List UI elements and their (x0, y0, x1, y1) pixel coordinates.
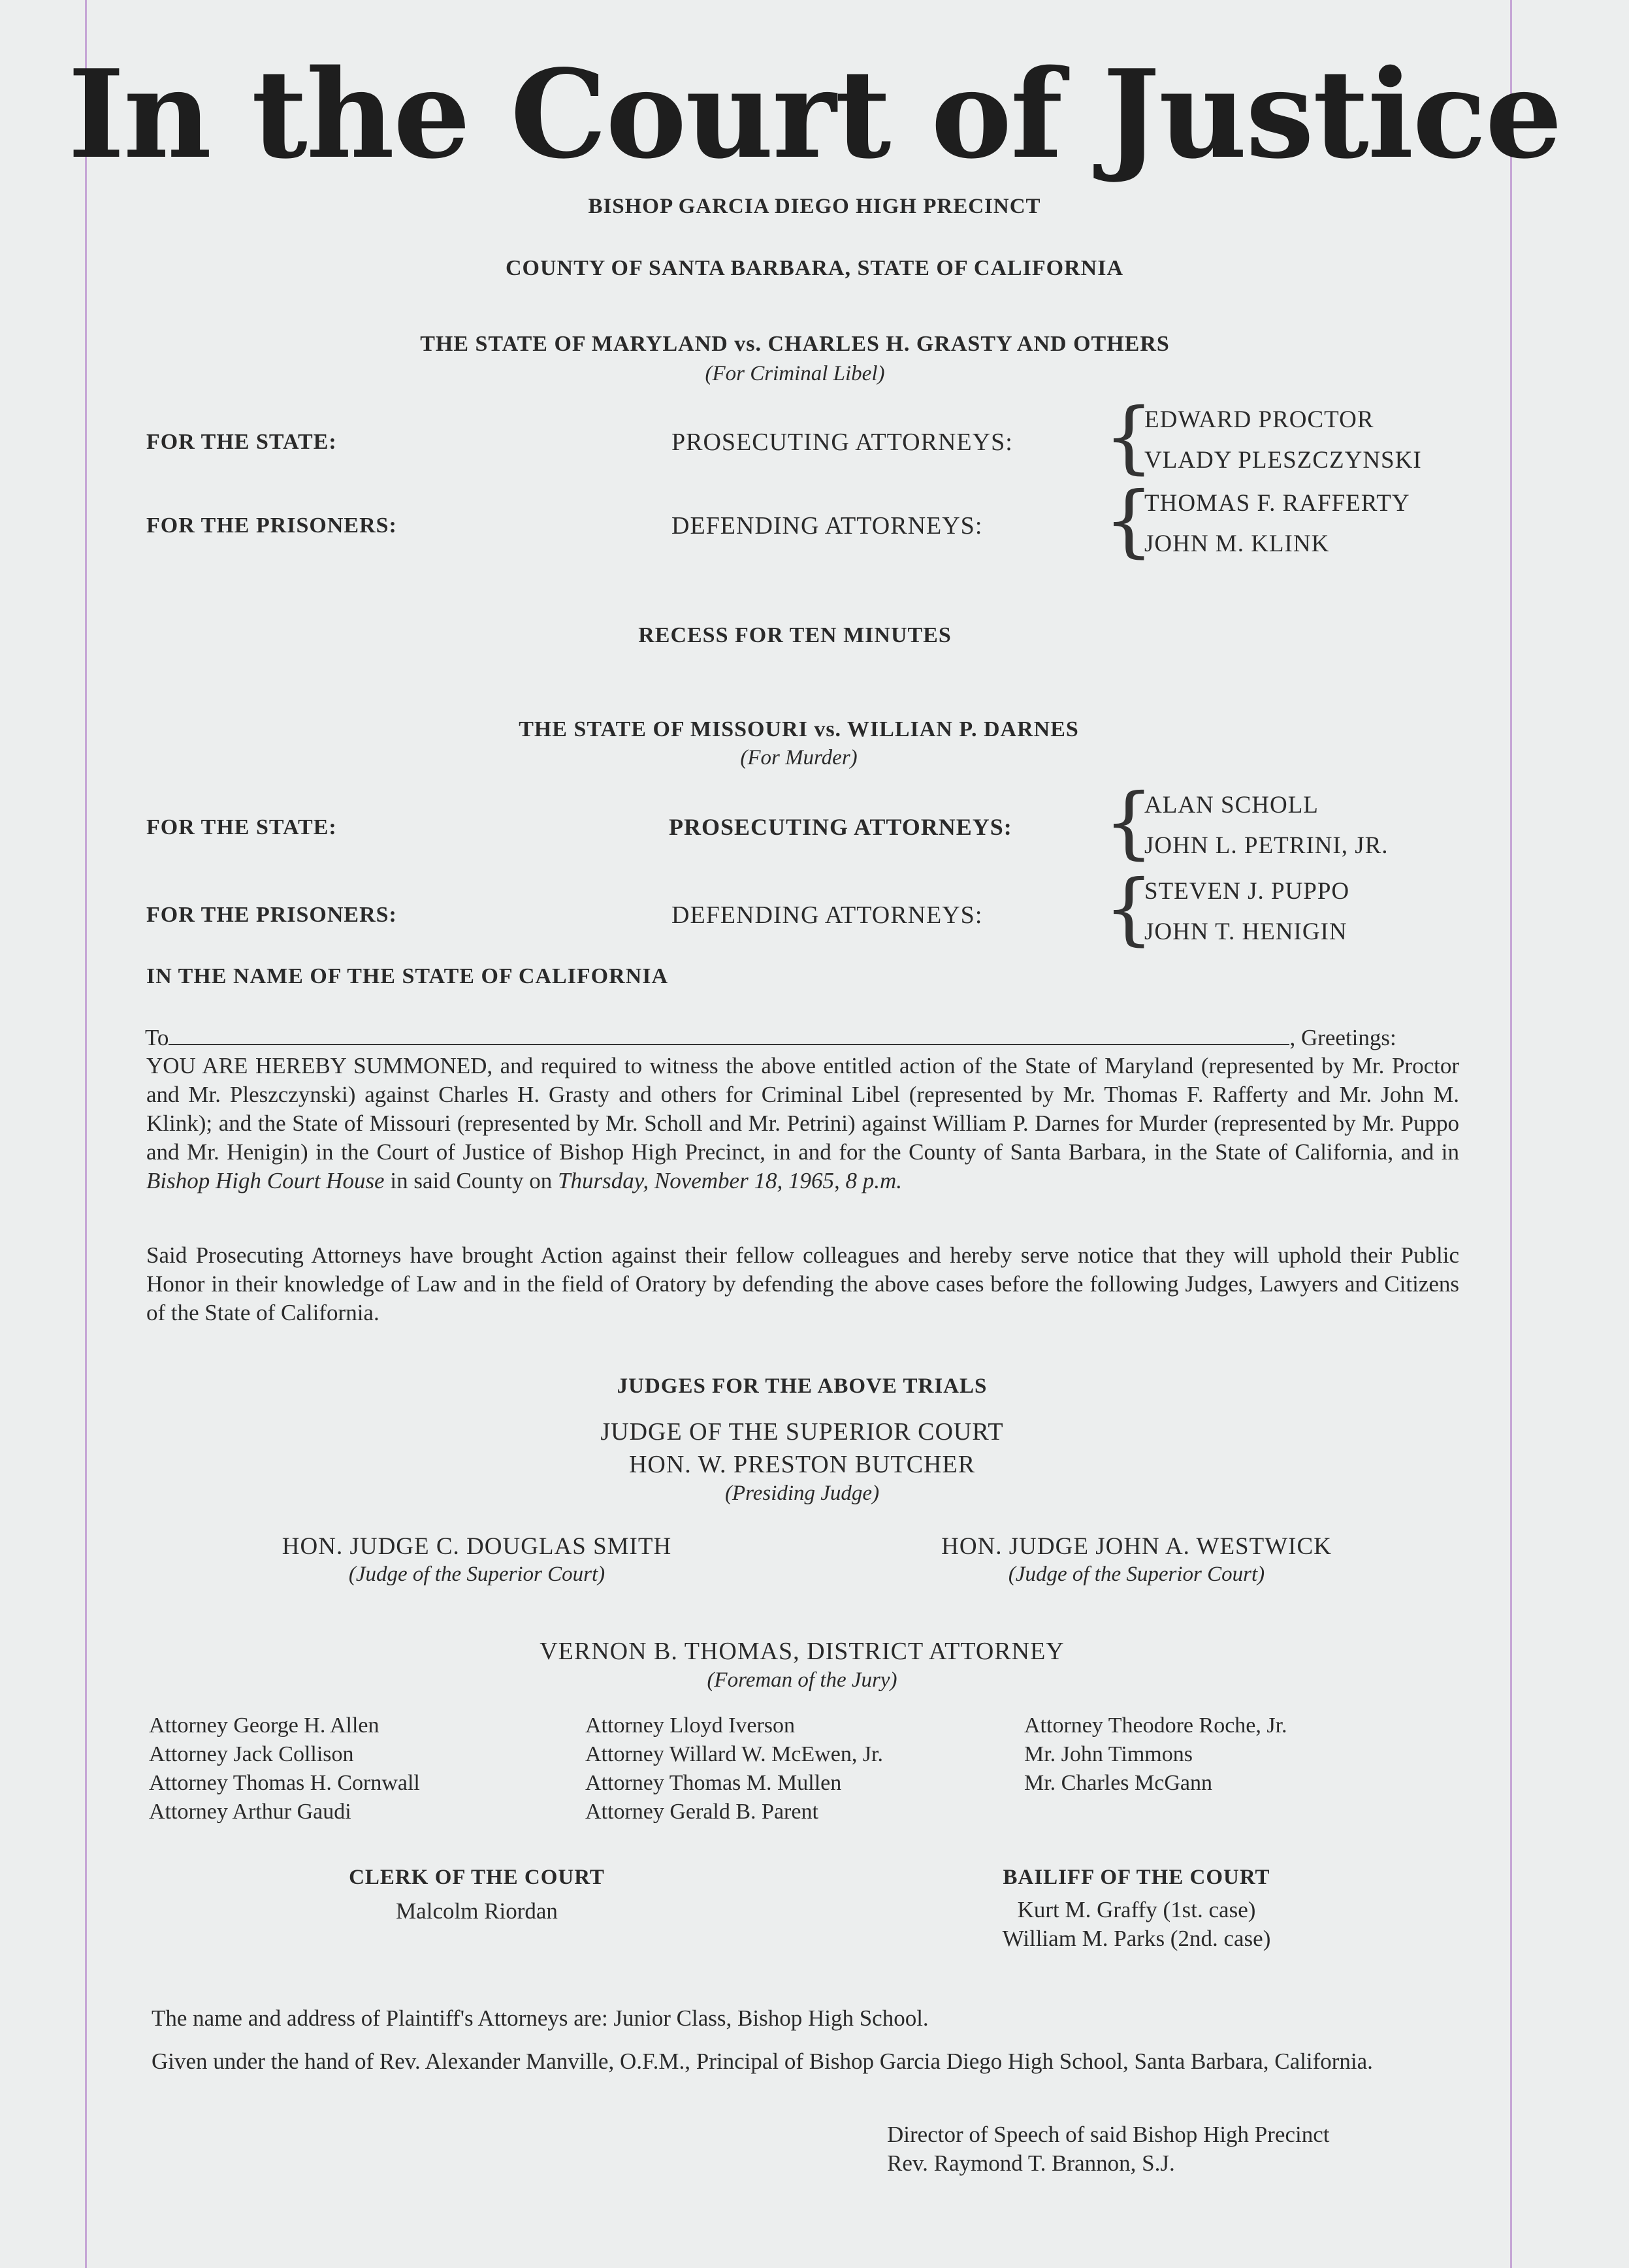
jury-column-1 (149, 1711, 420, 1826)
juror-name: Mr. Charles McGann (1024, 1771, 1213, 1795)
bailiff-names (869, 1896, 1404, 1953)
precinct-name: BISHOP GARCIA DIEGO HIGH PRECINCT (588, 195, 1041, 218)
plaintiff-attorneys-line: The name and address of Plaintiff's Attorneys are: Junior Class, Bishop High School. (152, 2005, 929, 2031)
juror-name: Attorney Gerald B. Parent (585, 1800, 818, 1824)
case2-prosecuting-label: PROSECUTING ATTORNEYS: (669, 814, 1012, 840)
defender-name: JOHN T. HENIGIN (1144, 918, 1347, 945)
judge-smith-role: (Judge of the Superior Court) (348, 1563, 605, 1586)
case2-defending-label: DEFENDING ATTORNEYS: (671, 901, 983, 929)
case1-prosecutors-brace: { (1104, 392, 1154, 483)
presiding-judge-name: HON. W. PRESTON BUTCHER (628, 1451, 976, 1478)
case2-heading: THE STATE OF MISSOURI vs. WILLIAN P. DARNES (519, 717, 1079, 741)
greetings-label: , Greetings: (1289, 1025, 1396, 1050)
to-label: To (145, 1025, 169, 1050)
case1-defenders (1144, 483, 1410, 564)
case2-prisoners-label: FOR THE PRISONERS: (146, 903, 397, 927)
case1-heading: THE STATE OF MARYLAND vs. CHARLES H. GRASTY AND OTHERS (420, 332, 1170, 356)
prosecutor-name: EDWARD PROCTOR (1144, 406, 1374, 433)
case2-defenders (1144, 871, 1349, 952)
county-line: COUNTY OF SANTA BARBARA, STATE OF CALIFORNIA (505, 256, 1124, 280)
juror-name: Attorney Arthur Gaudi (149, 1800, 351, 1824)
summons-paragraph (146, 1052, 1459, 1195)
defender-name: THOMAS F. RAFFERTY (1144, 490, 1410, 517)
in-the-name-heading: IN THE NAME OF THE STATE OF CALIFORNIA (146, 964, 669, 988)
juror-name: Attorney Thomas M. Mullen (585, 1771, 842, 1795)
summons-text: YOU ARE HEREBY SUMMONED, and required to witness the above entitled action of the State of Maryland (represented by Mr. Proctor and Mr. Pleszczynski) against Charles H. Grasty and others for Criminal Libel (represented by Mr. Thomas F. Rafferty and Mr. John M. Klink); and the State of Missouri (represented by Mr. Scholl and Mr. Petrini) against William P. Darnes for Murder (represented by Mr. Puppo and Mr. Henigin) in the Court of Justice of Bishop High Precinct, in and for the County of Santa Barbara, in the State of California, and in (146, 1053, 1459, 1165)
jury-column-2 (585, 1711, 883, 1826)
juror-name: Attorney Lloyd Iverson (585, 1713, 796, 1738)
juror-name: Attorney George H. Allen (149, 1713, 379, 1738)
defender-name: STEVEN J. PUPPO (1144, 878, 1350, 905)
bailiff-label: BAILIFF OF THE COURT (1003, 1866, 1270, 1889)
presiding-judge-role: (Presiding Judge) (724, 1482, 880, 1505)
addressee-blank (169, 1024, 1289, 1045)
summons-text-mid: in said County on (390, 1168, 553, 1193)
juror-name: Attorney Willard W. McEwen, Jr. (585, 1742, 883, 1766)
trial-date: Thursday, November 18, 1965, 8 p.m. (558, 1168, 902, 1193)
given-under-hand: Given under the hand of Rev. Alexander Manville, O.F.M., Principal of Bishop Garcia Diego High School, Santa Barbara, California. (152, 2049, 1373, 2074)
case2-prosecutors-brace: { (1104, 777, 1154, 868)
district-attorney-name: VERNON B. THOMAS, DISTRICT ATTORNEY (540, 1638, 1065, 1665)
case1-defending-label: DEFENDING ATTORNEYS: (671, 512, 983, 540)
clerk-name: Malcolm Riordan (396, 1898, 558, 1924)
bailiff-name: William M. Parks (2nd. case) (1002, 1926, 1271, 1951)
case2-state-label: FOR THE STATE: (146, 815, 337, 839)
juror-name: Attorney Thomas H. Cornwall (149, 1771, 420, 1795)
juror-name: Attorney Theodore Roche, Jr. (1024, 1713, 1287, 1738)
bailiff-name: Kurt M. Graffy (1st. case) (1017, 1897, 1256, 1922)
district-attorney-role: (Foreman of the Jury) (707, 1668, 897, 1692)
case2-prosecutors (1144, 785, 1389, 866)
case1-prosecuting-label: PROSECUTING ATTORNEYS: (671, 429, 1013, 456)
defender-name: JOHN M. KLINK (1144, 530, 1330, 557)
director-signature (887, 2120, 1329, 2178)
case1-charge: (For Criminal Libel) (705, 362, 885, 385)
juror-name: Mr. John Timmons (1024, 1742, 1193, 1766)
document-title: In the Court of Justice (67, 42, 1562, 186)
case2-defenders-brace: { (1104, 864, 1154, 954)
judges-heading: JUDGES FOR THE ABOVE TRIALS (617, 1374, 988, 1398)
prosecutor-name: VLADY PLESZCZYNSKI (1144, 447, 1422, 474)
prosecutor-name: JOHN L. PETRINI, JR. (1144, 832, 1389, 859)
case2-charge: (For Murder) (740, 746, 858, 770)
superior-court-title: JUDGE OF THE SUPERIOR COURT (600, 1418, 1004, 1446)
case1-defenders-brace: { (1104, 476, 1154, 566)
case1-state-label: FOR THE STATE: (146, 430, 337, 454)
case1-prosecutors (1144, 400, 1422, 481)
judge-westwick-role: (Judge of the Superior Court) (1008, 1563, 1265, 1586)
addressee-line (145, 1024, 1462, 1051)
clerk-label: CLERK OF THE COURT (349, 1866, 605, 1889)
judge-westwick-name: HON. JUDGE JOHN A. WESTWICK (941, 1533, 1332, 1560)
prosecutor-name: ALAN SCHOLL (1144, 792, 1319, 818)
jury-column-3 (1024, 1711, 1287, 1798)
director-title: Director of Speech of said Bishop High Precinct (887, 2122, 1330, 2147)
director-name: Rev. Raymond T. Brannon, S.J. (887, 2150, 1175, 2176)
case1-prisoners-label: FOR THE PRISONERS: (146, 513, 397, 538)
juror-name: Attorney Jack Collison (149, 1742, 354, 1766)
notice-paragraph: Said Prosecuting Attorneys have brought Action against their fellow colleagues and hereby serve notice that they will uphold their Public Honor in their knowledge of Law and in the field of Oratory by defending the above cases before the following Judges, Lawyers and Citizens of the State of California. (146, 1242, 1459, 1325)
court-house-name: Bishop High Court House (146, 1168, 385, 1193)
judge-smith-name: HON. JUDGE C. DOUGLAS SMITH (282, 1533, 672, 1560)
recess-notice: RECESS FOR TEN MINUTES (638, 623, 952, 647)
